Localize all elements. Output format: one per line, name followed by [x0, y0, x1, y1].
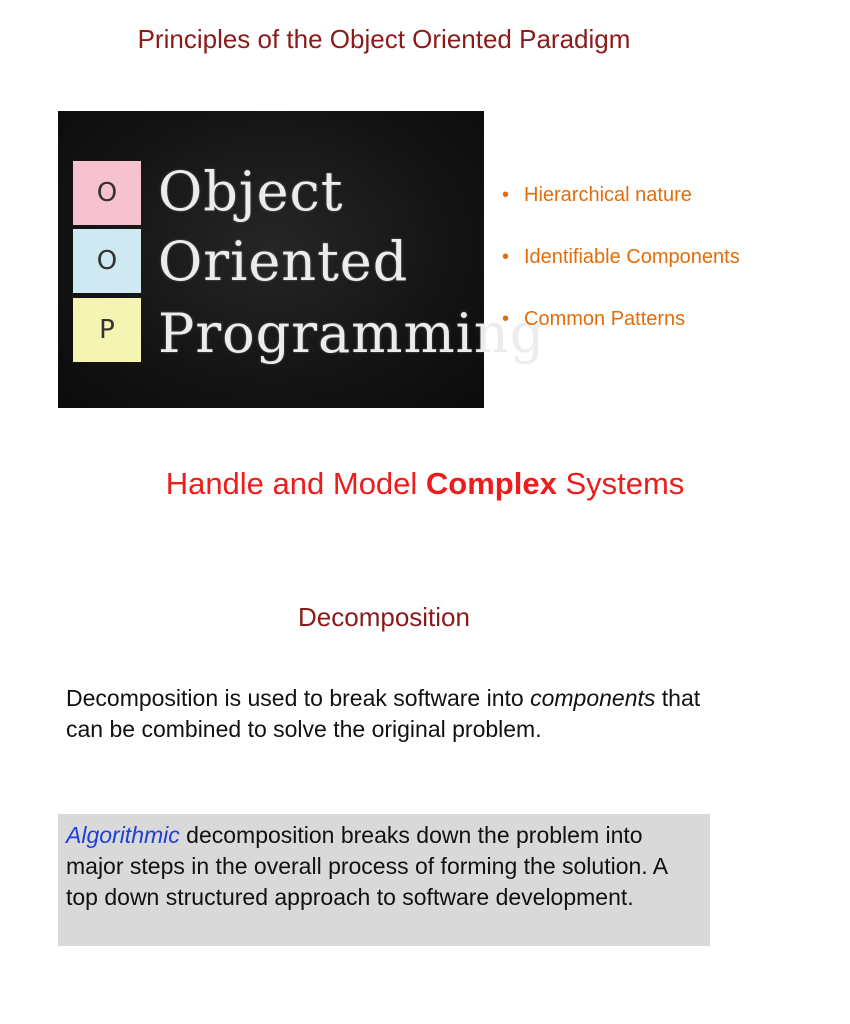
callout-italic-term: Algorithmic: [66, 822, 180, 848]
subtitle-prefix: Handle and Model: [165, 466, 426, 501]
section-heading: Decomposition: [298, 602, 470, 632]
subtitle-heading: [0, 466, 850, 502]
sticky-note-o-blue: O: [73, 229, 141, 293]
sticky-note-o-pink: O: [73, 161, 141, 225]
chalk-word-object: Object: [158, 160, 344, 223]
subtitle-emphasis: Complex: [425, 466, 557, 501]
paragraph-text-1: Decomposition is used to break software into: [66, 685, 531, 711]
bullet-item: • Identifiable Components: [500, 246, 740, 308]
bullet-item: • Common Patterns: [500, 308, 740, 370]
algorithmic-callout-box: [58, 814, 710, 946]
chalk-word-oriented: Oriented: [158, 230, 409, 293]
oop-chalkboard-image: [58, 111, 546, 408]
principles-bullet-list: [500, 184, 740, 370]
chalk-word-programming: Programming: [158, 302, 546, 365]
paragraph-text-2: that can be combined to solve the original problem.: [66, 685, 701, 742]
subtitle-suffix: Systems: [556, 466, 685, 501]
callout-text: decomposition breaks down the problem into major steps in the overall process of forming the solution. A top down structured approach to software development.: [66, 822, 667, 910]
bullet-item: • Hierarchical nature: [500, 184, 740, 246]
decomposition-paragraph: [66, 683, 706, 745]
sticky-note-p-yellow: P: [73, 298, 141, 362]
slide-title: Principles of the Object Oriented Paradigm: [137, 24, 631, 54]
paragraph-italic: components: [530, 685, 656, 711]
